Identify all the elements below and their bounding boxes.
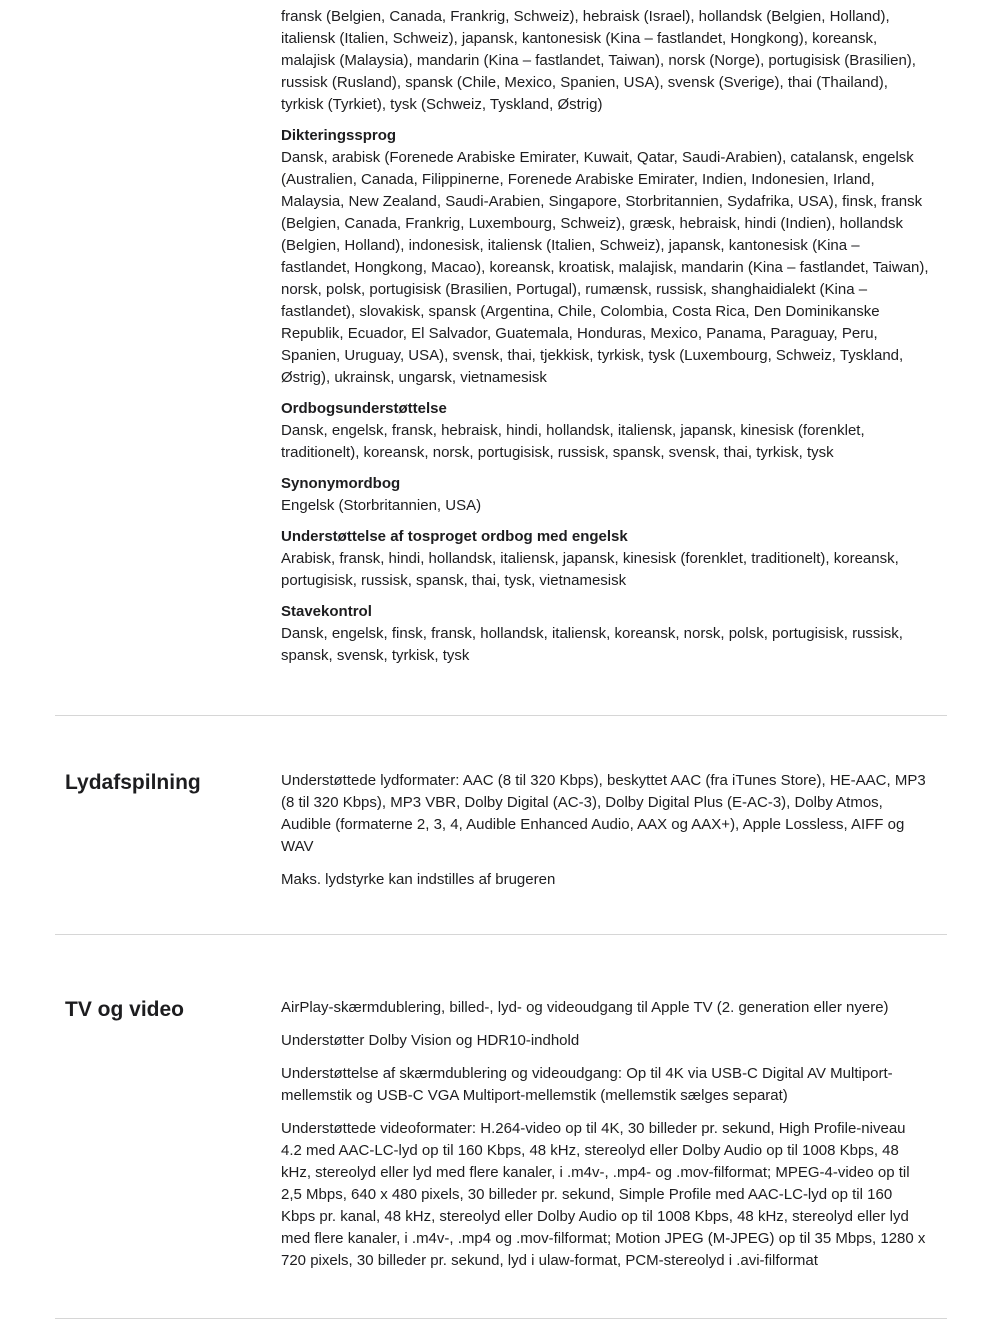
subsection-title: Understøttelse af tosproget ordbog med engelsk (281, 528, 628, 545)
subsection-title: Ordbogsunderstøttelse (281, 400, 447, 417)
section-language-support (65, 6, 930, 715)
subsection-spell-check (281, 601, 930, 667)
dolby-vision-paragraph: Understøtter Dolby Vision og HDR10-indhold (281, 1032, 580, 1049)
airplay-paragraph: AirPlay-skærmdublering, billed-, lyd- og videoudgang til Apple TV (2. generation eller nyere) (281, 999, 889, 1016)
subsection-bilingual-dictionary (281, 526, 930, 592)
subsection-title: Synonymordbog (281, 475, 401, 492)
subsection-body: Engelsk (Storbritannien, USA) (281, 497, 482, 514)
section-audio-playback (65, 716, 930, 934)
audio-formats-paragraph: Understøttede lydformater: AAC (8 til 320 Kbps), beskyttet AAC (fra iTunes Store), HE-AAC, MP3 (8 til 320 Kbps), MP3 VBR, Dolby Digital (AC-3), Dolby Digital Plus (E-AC-3), Dolby Atmos, Audible (formaterne 2, 3, 4, Audible Enhanced Audio, AAX og AAX+), Apple Lossless, AIFF og WAV (281, 772, 926, 855)
section-heading-tv-video: TV og video (65, 998, 185, 1021)
subsection-body: Dansk, engelsk, finsk, fransk, hollandsk, italiensk, koreansk, norsk, polsk, portugisisk, russisk, spansk, svensk, tyrkisk, tysk (281, 625, 903, 664)
tv-video-body (281, 997, 930, 1272)
video-formats-paragraph: Understøttede videoformater: H.264-video op til 4K, 30 billeder pr. sekund, High Profile-niveau 4.2 med AAC-LC-lyd op til 160 Kbps, 48 kHz, stereolyd eller Dolby Audio op til 1008 Kbps, 48 kHz, stereolyd eller lyd med flere kanaler, i .m4v-, .mp4- og .mov-filformat; MPEG-4-video op til 2,5 Mbps, 640 x 480 pixels, 30 billeder pr. sekund, Simple Profile med AAC-LC-lyd op til 160 Kbps pr. kanal, 48 kHz, stereolyd eller Dolby Audio op til 1008 Kbps, 48 kHz, stereolyd eller lyd med flere kanaler, i .m4v-, .mp4 og .mov-filformat; Motion JPEG (M-JPEG) op til 35 Mbps, 1280 x 720 pixels, 30 billeder pr. sekund, lyd i ulaw-format, PCM-stereolyd i .avi-filformat (281, 1120, 926, 1269)
volume-limit-paragraph: Maks. lydstyrke kan indstilles af brugeren (281, 871, 556, 888)
audio-playback-body (281, 770, 930, 891)
subsection-title: Dikteringssprog (281, 127, 397, 144)
subsection-body: Dansk, engelsk, fransk, hebraisk, hindi, hollandsk, italiensk, japansk, kinesisk (forenklet, traditionelt), koreansk, norsk, portugisisk, russisk, spansk, svensk, thai, tyrkisk, tysk (281, 422, 865, 461)
subsection-dictionary-support (281, 398, 930, 464)
subsection-body: Dansk, arabisk (Forenede Arabiske Emirater, Kuwait, Qatar, Saudi-Arabien), catalansk, engelsk (Australien, Canada, Filippinerne, Forenede Arabiske Emirater, Indien, Indonesien, Irland, Malaysia, New Zealand, Saudi-Arabien, Singapore, Storbritannien, Sydafrika, USA), finsk, fransk (Belgien, Canada, Frankrig, Luxembourg, Schweiz), græsk, hebraisk, hindi (Indien), hollandsk (Belgien, Holland), indonesisk, italiensk (Italien, Schweiz), japansk, kantonesisk (Kina – fastlandet, Hongkong, Macao), koreansk, kroatisk, malajisk, mandarin (Kina – fastlandet, Taiwan), norsk, polsk, portugisisk (Brasilien, Portugal), rumænsk, russisk, shanghaidialekt (Kina – fastlandet), slovakisk, spansk (Argentina, Chile, Colombia, Costa Rica, Den Dominikanske Republik, Ecuador, El Salvador, Guatemala, Honduras, Mexico, Panama, Paraguay, Peru, Spanien, Uruguay, USA), svensk, thai, tjekkisk, tyrkisk, tysk (Luxembourg, Schweiz, Tyskland, Østrig), ukrainsk, ungarsk, vietnamesisk (281, 149, 929, 386)
video-mirroring-paragraph: Understøttelse af skærmdublering og videoudgang: Op til 4K via USB-C Digital AV Multiport-mellemstik og USB-C VGA Multiport-mellemstik (mellemstik sælges separat) (281, 1065, 893, 1104)
subsection-body: Arabisk, fransk, hindi, hollandsk, italiensk, japansk, kinesisk (forenklet, traditionelt), koreansk, portugisisk, russisk, spansk, thai, tysk, vietnamesisk (281, 550, 899, 589)
language-support-body (281, 6, 930, 667)
subsection-title: Stavekontrol (281, 603, 372, 620)
subsection-thesaurus (281, 473, 930, 517)
section-heading-audio-playback: Lydafspilning (65, 771, 201, 794)
language-list-paragraph: fransk (Belgien, Canada, Frankrig, Schweiz), hebraisk (Israel), hollandsk (Belgien, Holland), italiensk (Italien, Schweiz), japansk, kantonesisk (Kina – fastlandet, Hongkong), koreansk, malajisk (Malaysia), mandarin (Kina – fastlandet, Taiwan), norsk (Norge), portugisisk (Brasilien), russisk (Rusland), spansk (Chile, Mexico, Spanien, USA), svensk (Sverige), thai (Thailand), tyrkisk (Tyrkiet), tysk (Schweiz, Tyskland, Østrig) (281, 8, 916, 113)
section-heading-spacer (65, 6, 281, 667)
section-tv-video (65, 935, 930, 1318)
subsection-dictation-languages (281, 125, 930, 389)
